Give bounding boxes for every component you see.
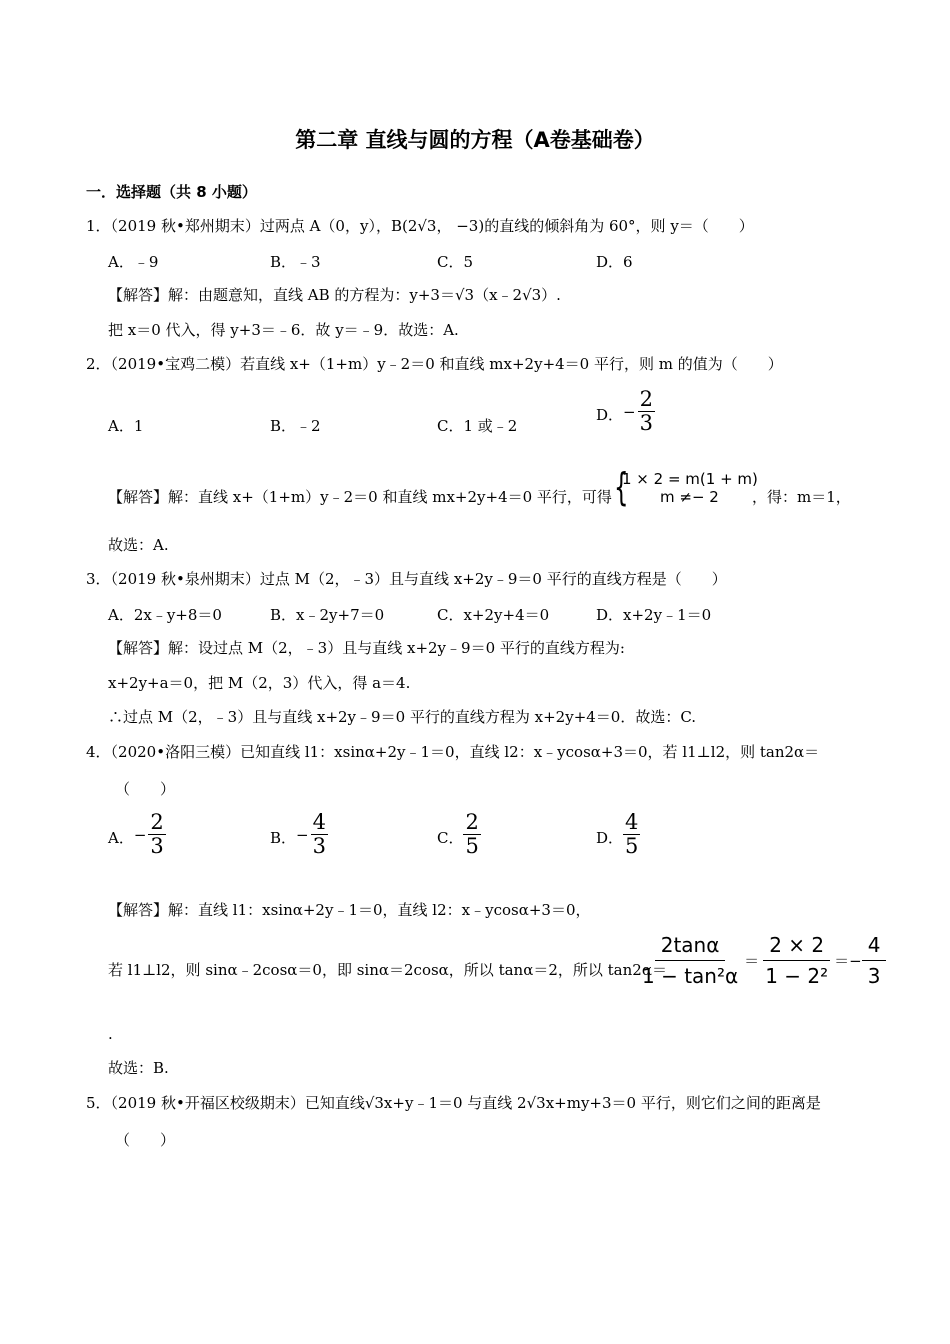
question-2-option-d-label: D． [596, 405, 624, 424]
system-line-2: m ≠− 2 [660, 488, 719, 506]
question-2-answer-cont: 故选：A. [108, 536, 169, 554]
section-heading: 一．选择题（共 8 小题） [86, 183, 257, 201]
question-4-option-c [437, 811, 481, 858]
option-label: B． [270, 828, 297, 847]
question-4-stem-cont: （ ） [115, 780, 176, 798]
question-3-option-c: C．x+2y+4＝0 [437, 606, 550, 624]
fraction [862, 930, 887, 991]
denominator: 1 − 2² [765, 964, 829, 988]
question-2-option-b: B．﹣2 [270, 417, 321, 435]
numerator: 2tanα [655, 930, 726, 961]
fraction [148, 811, 165, 858]
fraction [311, 811, 328, 858]
question-2-answer-result: ，得：m＝1， [752, 488, 851, 506]
brace-icon: { [614, 465, 629, 509]
question-2-answer: 【解答】解：直线 x+（1+m）y﹣2＝0 和直线 mx+2y+4＝0 平行，可得 [108, 488, 612, 506]
denominator: 3 [639, 411, 653, 435]
question-2-option-d [596, 388, 655, 435]
system-line-1: 1 × 2 = m(1 + m) [622, 470, 758, 488]
numerator: 4 [862, 930, 887, 961]
option-label: C． [437, 828, 464, 847]
denominator: 5 [625, 834, 639, 858]
equals-sign: ＝ [744, 952, 760, 970]
numerator: 2 [639, 387, 653, 411]
question-4-stem: 4．（2020•洛阳三模）已知直线 l1：xsinα+2y﹣1＝0，直线 l2：x﹣ycosα+3＝0，若 l1⊥l2，则 tan2α＝ [86, 743, 820, 761]
numerator: 4 [312, 810, 326, 834]
question-1-option-c: C．5 [437, 253, 474, 271]
denominator: 3 [312, 834, 326, 858]
question-3-answer-conclusion: ∴过点 M（2，﹣3）且与直线 x+2y﹣9＝0 平行的直线方程为 x+2y+4＝0．故选：C. [108, 708, 697, 726]
question-1-stem: 1．（2019 秋•郑州期末）过两点 A（0，y），B(2√3， −3)的直线的倾斜角为 60°，则 y＝（ ） [86, 217, 754, 235]
period: . [108, 1025, 113, 1043]
question-4-answer-conclusion: 故选：B. [108, 1059, 169, 1077]
fraction [463, 811, 480, 858]
option-label: A． [108, 828, 134, 847]
denominator: 3 [150, 834, 164, 858]
question-3-stem: 3．（2019 秋•泉州期末）过点 M（2，﹣3）且与直线 x+2y﹣9＝0 平行的直线方程是（ ） [86, 570, 727, 588]
denominator: 3 [867, 964, 881, 988]
question-3-option-a: A．2x﹣y+8＝0 [108, 606, 222, 624]
question-2-option-c: C．1 或﹣2 [437, 417, 518, 435]
fraction [623, 811, 640, 858]
numerator: 2 [150, 810, 164, 834]
question-4-option-d [596, 811, 640, 858]
question-5-stem: 5．（2019 秋•开福区校级期末）已知直线√3x+y﹣1＝0 与直线 2√3x+my+3＝0 平行，则它们之间的距离是 [86, 1094, 821, 1112]
minus-sign: − [623, 402, 636, 421]
question-1-answer-cont: 把 x＝0 代入，得 y+3＝﹣6．故 y＝﹣9．故选：A. [108, 321, 459, 339]
denominator: 5 [465, 834, 479, 858]
question-3-answer-cont: x+2y+a＝0，把 M（2，3）代入，得 a＝4. [108, 674, 411, 692]
equals-minus-sign: ＝− [834, 952, 862, 970]
question-4-option-a [108, 811, 166, 858]
question-1-answer: 【解答】解：由题意知，直线 AB 的方程为：y+3＝√3（x﹣2√3）. [108, 286, 561, 304]
question-4-option-b [270, 811, 328, 858]
question-2-option-a: A．1 [108, 417, 144, 435]
question-1-option-b: B．﹣3 [270, 253, 321, 271]
fraction [638, 388, 655, 435]
fraction [759, 930, 834, 991]
tan2a-formula [636, 930, 886, 991]
minus-sign: − [133, 825, 147, 844]
option-label: D． [596, 828, 624, 847]
question-5-stem-cont: （ ） [115, 1131, 176, 1149]
fraction [636, 930, 744, 991]
question-4-answer: 【解答】解：直线 l1：xsinα+2y﹣1＝0，直线 l2：x﹣ycosα+3＝0， [108, 901, 591, 919]
question-1-option-d: D．6 [596, 253, 633, 271]
numerator: 4 [625, 810, 639, 834]
question-2-stem: 2．（2019•宝鸡二模）若直线 x+（1+m）y﹣2＝0 和直线 mx+2y+4＝0 平行，则 m 的值为（ ） [86, 355, 783, 373]
page-title: 第二章 直线与圆的方程（A卷基础卷） [295, 128, 655, 152]
question-4-answer-cont: 若 l1⊥l2，则 sinα﹣2cosα＝0，即 sinα＝2cosα，所以 tanα＝2，所以 tan2α＝ [108, 961, 667, 979]
question-3-option-d: D．x+2y﹣1＝0 [596, 606, 712, 624]
minus-sign: − [296, 825, 309, 844]
denominator: 1 − tan²α [642, 964, 739, 988]
question-3-option-b: B．x﹣2y+7＝0 [270, 606, 385, 624]
numerator: 2 × 2 [763, 930, 830, 961]
question-1-option-a: A．﹣9 [108, 253, 159, 271]
question-3-answer: 【解答】解：设过点 M（2，﹣3）且与直线 x+2y﹣9＝0 平行的直线方程为: [108, 639, 625, 657]
numerator: 2 [465, 810, 479, 834]
